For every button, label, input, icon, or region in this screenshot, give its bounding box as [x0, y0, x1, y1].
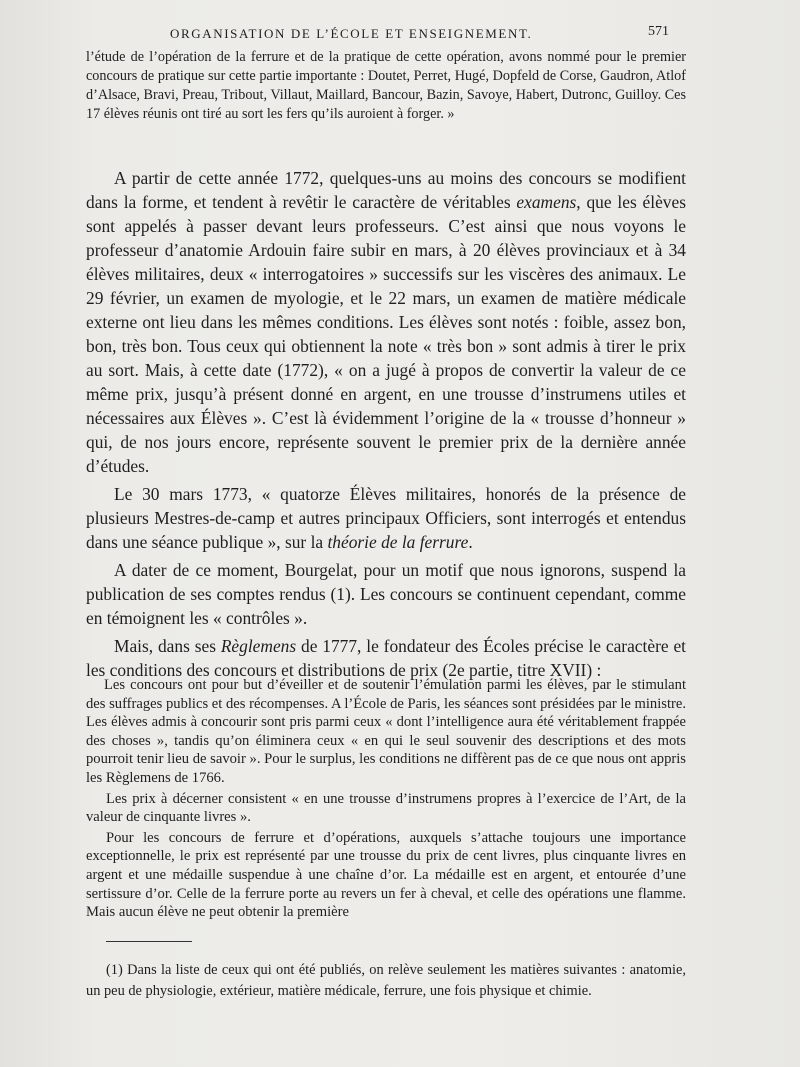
paragraph-4: Mais, dans ses Règlemens de 1777, le fondateur des Écoles précise le caractère et les conditions des concours et distributions de prix (2e partie, titre XVII) :: [86, 636, 686, 680]
quoted-passage: [86, 48, 686, 124]
footnote-text: (1) Dans la liste de ceux qui ont été publiés, on relève seulement les matières suivantes : anatomie, un peu de physiologie, extérieur, matière médicale, ferrure, une fois physique et chimie.: [86, 962, 686, 999]
footnote: [86, 960, 686, 1002]
regulation-paragraph-3: Pour les concours de ferrure et d’opérations, auxquels s’attache toujours une importance exceptionnelle, le prix est représenté par une trousse du prix de cent livres, plus cinquante livres en argent et une médaille suspendue à une chaîne d’or. La médaille est en argent, et entourée d’une sertissure d’or. Celle de la ferrure porte au revers un fer à cheval, et celle des opérations une flamme. Mais aucun élève ne peut obtenir la première: [86, 829, 686, 921]
main-text: [86, 166, 686, 686]
page-number: 571: [648, 24, 669, 39]
running-header: ORGANISATION DE L’ÉCOLE ET ENSEIGNEMENT.: [170, 26, 533, 41]
quote-text: l’étude de l’opération de la ferrure et de la pratique de cette opération, avons nommé pour le premier concours de pratique sur cette partie importante : Doutet, Perret, Hugé, Dopfeld de Corse, Gaudron, Atlof d’Alsace, Bravi, Preau, Tribout, Villaut, Maillard, Bancour, Bazin, Savoye, Habert, Dutronc, Guilloy. Ces 17 élèves réunis ont tiré au sort les fers qu’ils auroient à forger. »: [86, 49, 686, 122]
footnote-divider: [106, 941, 192, 942]
paragraph-1: A partir de cette année 1772, quelques-uns au moins des concours se modifient dans la forme, et tendent à revêtir le caractère de véritables examens, que les élèves sont appelés à passer devant leurs professeurs. C’est ainsi que nous voyons le professeur d’anatomie Ardouin faire subir en mars, à 20 élèves provinciaux et à 34 élèves militaires, deux « interrogatoires » successifs sur les viscères des animaux. Le 29 février, un examen de myologie, et le 22 mars, un examen de matière médicale externe ont lieu dans les mêmes conditions. Les élèves sont notés : foible, assez bon, bon, très bon. Tous ceux qui obtiennent la note « très bon » sont admis à tirer le prix au sort. Mais, à cette date (1772), « on a jugé à propos de convertir la valeur de ce même prix, jusqu’à présent donné en argent, en une trousse d’instrumens utiles et nécessaires aux Élèves ». C’est là évidemment l’origine de la « trousse d’honneur » qui, de nos jours encore, représente souvent le premier prix de la dernière année d’études.: [86, 168, 686, 476]
regulation-paragraph-1: Les concours ont pour but d’éveiller et de soutenir l’émulation parmi les élèves, par le stimulant des suffrages publics et des récompenses. A l’École de Paris, les séances sont présidées par le ministre. Les élèves admis à concourir sont pris parmi ceux « dont l’intelligence aura été véritablement frappée des choses », tandis qu’on éliminera ceux « en qui le seul souvenir des descriptions et des mots pourroit tenir lieu de savoir ». Pour le surplus, les conditions ne diffèrent pas de ce que nous ont appris les Règlemens de 1766.: [86, 677, 686, 786]
regulation-excerpt: [86, 676, 686, 924]
paragraph-2: Le 30 mars 1773, « quatorze Élèves militaires, honorés de la présence de plusieurs Mestres-de-camp et autres principaux Officiers, sont interrogés et entendus dans une séance publique », sur la théorie de la ferrure.: [86, 484, 686, 552]
paragraph-3: A dater de ce moment, Bourgelat, pour un motif que nous ignorons, suspend la publication de ses comptes rendus (1). Les concours se continuent cependant, comme en témoignent les « contrôles ».: [86, 560, 686, 628]
regulation-paragraph-2: Les prix à décerner consistent « en une trousse d’instrumens propres à l’exercice de l’Art, de la valeur de cinquante livres ».: [86, 790, 686, 826]
